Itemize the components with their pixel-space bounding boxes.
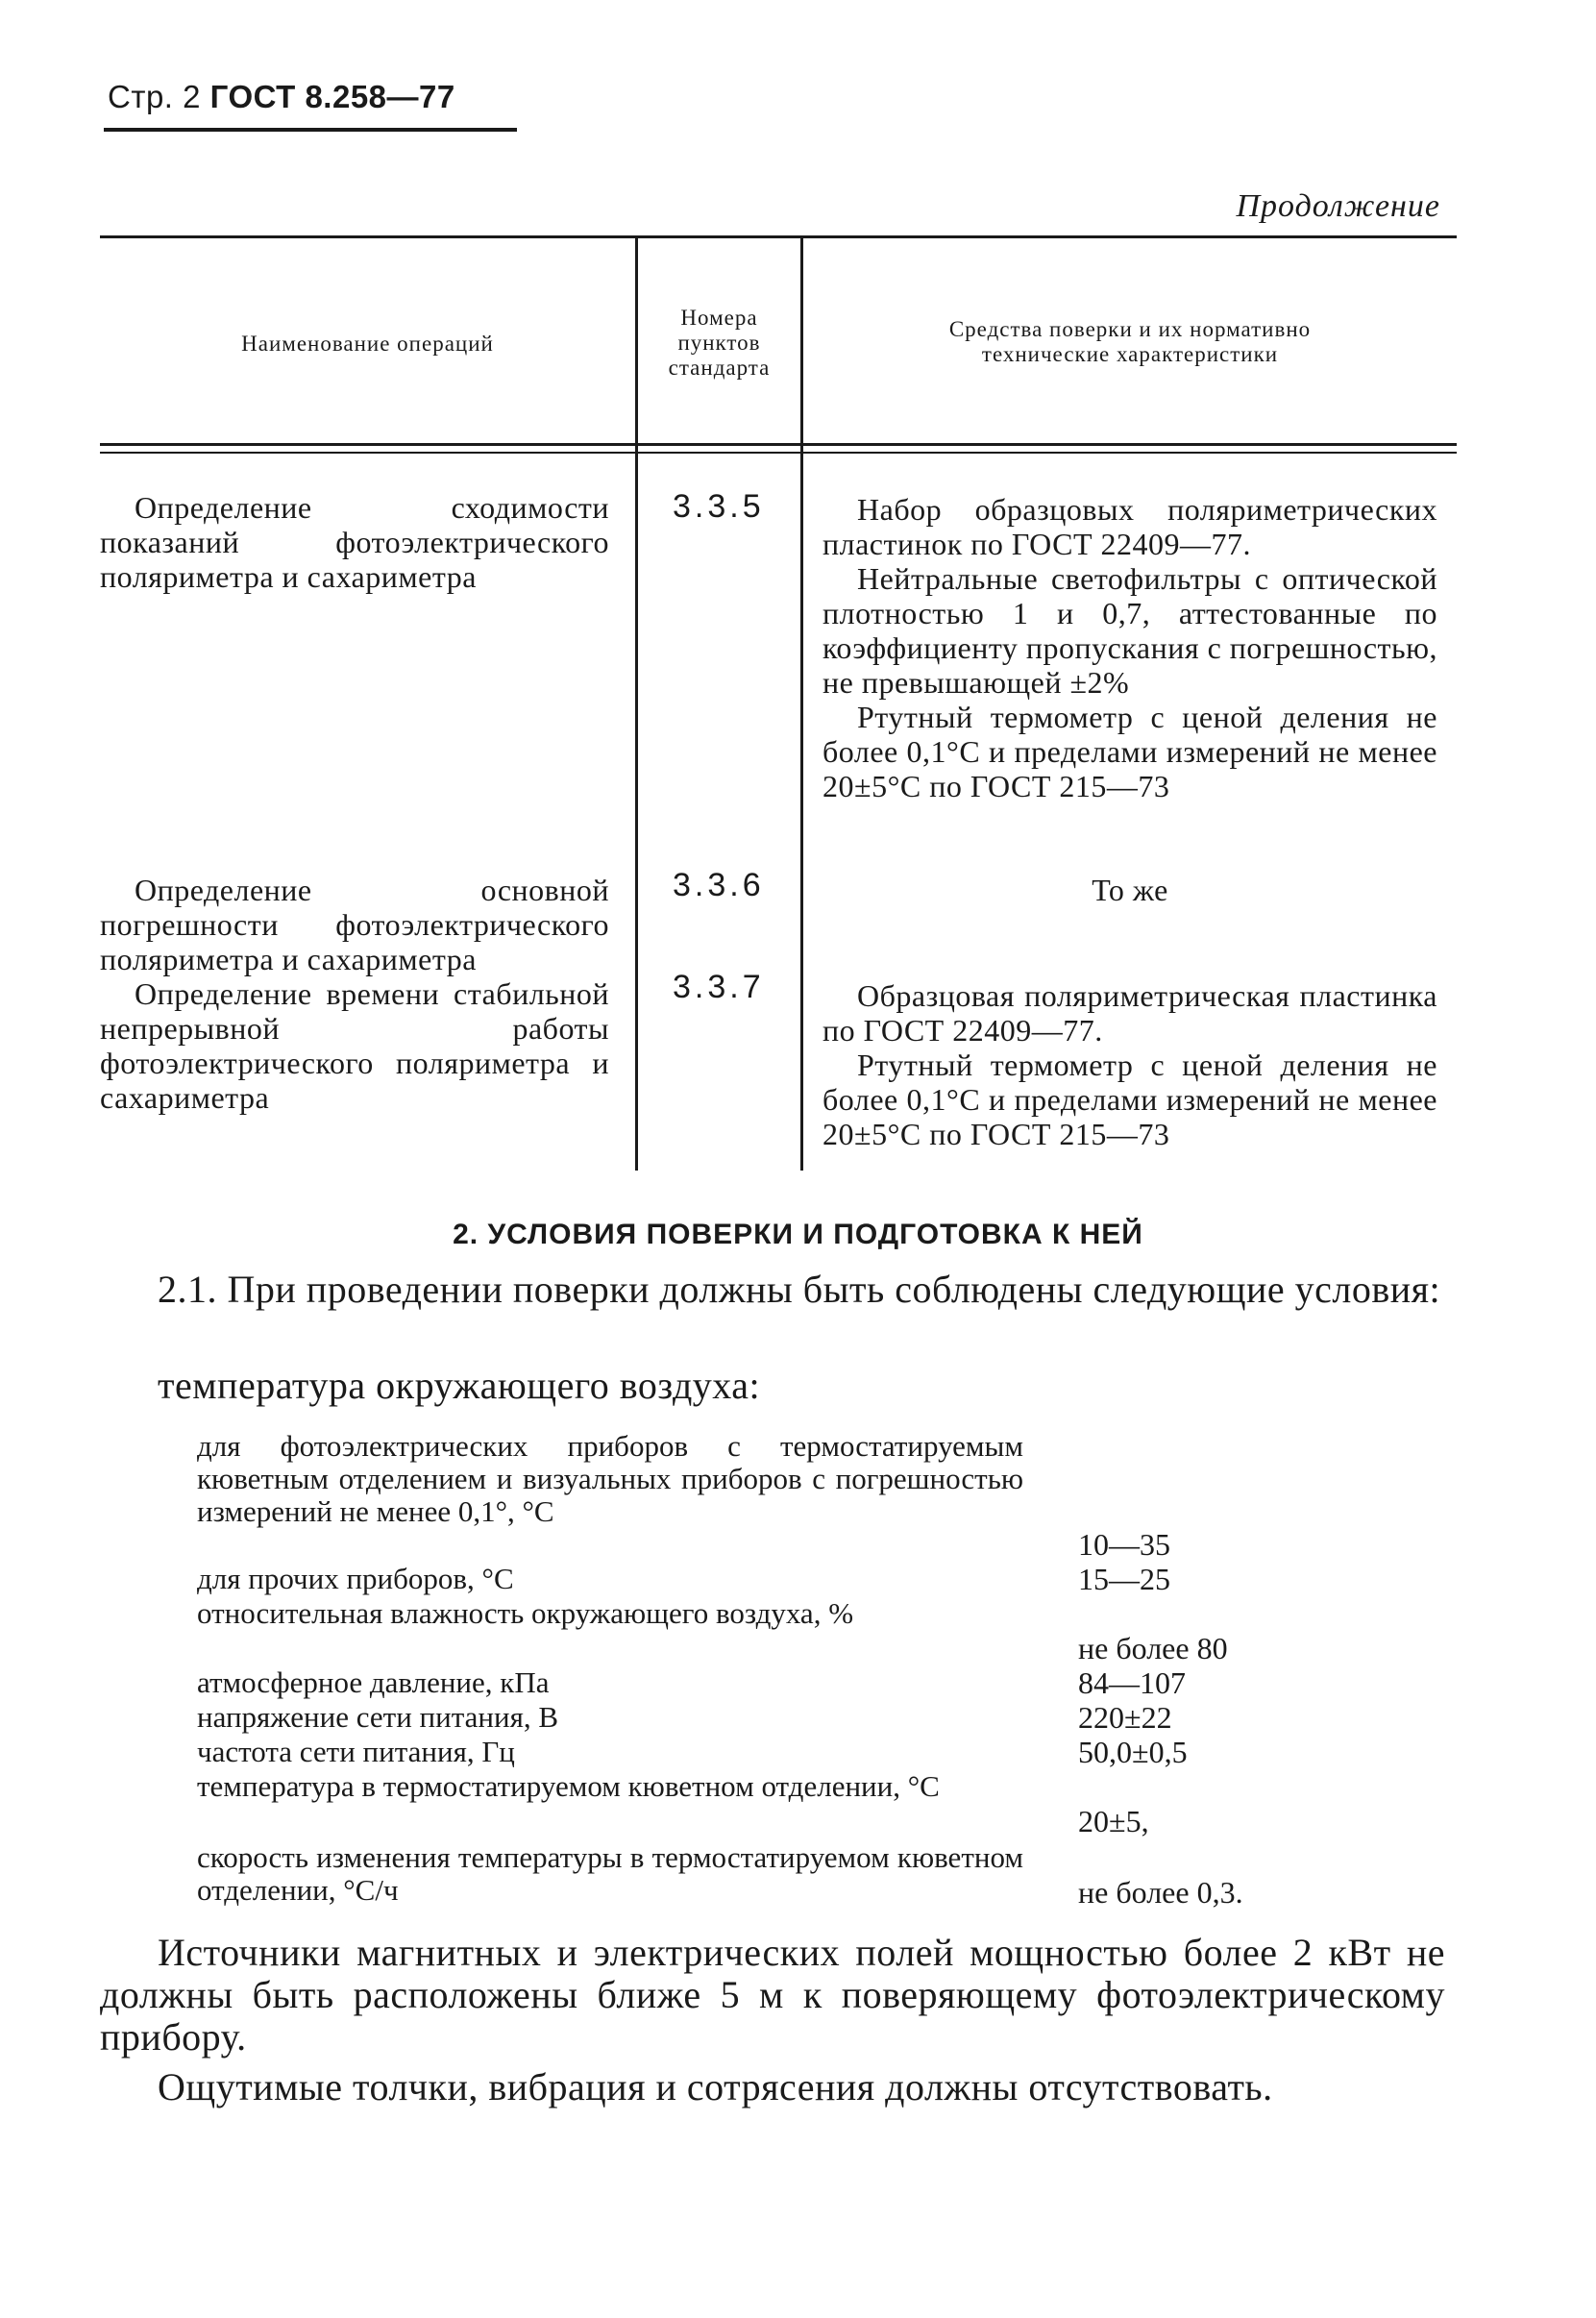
table-row-2-means: То же [1092,873,1168,907]
paragraph-vibration: Ощутимые толчки, вибрация и сотрясения должны отсутствовать. [158,2065,1273,2108]
condition-label: температура в термостатируемом кюветном отделении, °С [197,1769,940,1803]
means-item: Образцовая поляриметрическая пластинка по ГОСТ 22409—77. [823,978,1437,1048]
means-item: Ртутный термометр с ценой деления не более 0,1°С и пределами измерений не менее 20±5°С по ГОСТ 215—73 [823,1048,1437,1151]
means-item: Ртутный термометр с ценой деления не более 0,1°С и пределами измерений не менее 20±5°С по ГОСТ 215—73 [823,700,1437,803]
condition-value: 84—107 [1078,1665,1186,1700]
table-row-3-means [823,978,1437,1151]
table-row-1-clause: 3.3.5 [673,488,765,525]
column-header-means [803,317,1457,367]
standard-number: ГОСТ 8.258—77 [209,79,455,114]
condition-label: атмосферное давление, кПа [197,1665,550,1699]
table-row-1-means [823,492,1437,803]
condition-label: напряжение сети питания, В [197,1700,559,1734]
table-row-1-operation [100,490,609,594]
section-title: 2. УСЛОВИЯ ПОВЕРКИ И ПОДГОТОВКА К НЕЙ [453,1219,1143,1250]
header-underline [104,128,517,132]
table-row-3-operation [100,976,609,1115]
table-row-3-clause: 3.3.7 [673,969,765,1005]
means-item: Нейтральные светофильтры с оптической плотностью 1 и 0,7, аттестованные по коэффициенту пропускания с погрешностью, не превышающей ±2% [823,561,1437,700]
condition-label: скорость изменения температуры в термостатируемом кюветном отделении, °С/ч [197,1840,1023,1907]
condition-value: не более 0,3. [1078,1875,1243,1910]
condition-label: частота сети питания, Гц [197,1735,515,1768]
column-header-clause-line: Номера [680,306,758,330]
condition-value: 15—25 [1078,1562,1170,1596]
means-item: Набор образцовых поляриметрических пластинок по ГОСТ 22409—77. [823,492,1437,561]
page-label: Стр. 2 [108,79,201,114]
continuation-label: Продолжение [1236,188,1440,224]
section-intro: 2.1. При проведении поверки должны быть соблюдены следующие условия: [158,1268,1441,1311]
condition-value: 220±22 [1078,1700,1172,1735]
condition-value: 10—35 [1078,1527,1170,1562]
table-top-rule [100,235,1457,238]
table-header-rule [100,443,1457,446]
column-header-means-line: Средства поверки и их нормативно [948,317,1312,341]
temperature-heading: температура окружающего воздуха: [158,1364,761,1407]
column-header-clause [638,306,800,381]
paragraph-magnetic-fields: Источники магнитных и электрических полей мощностью более 2 кВт не должны быть расположены ближе 5 м к поверяющему фотоэлектрическому прибору. [100,1931,1445,2059]
condition-label: для фотоэлектрических приборов с термостатируемым кюветным отделением и визуальных приборов с погрешностью измерений не менее 0,1°, °С [197,1429,1023,1528]
condition-label: относительная влажность окружающего воздуха, % [197,1596,854,1630]
operation-text: Определение основной погрешности фотоэлектрического поляриметра и сахариметра [100,873,609,976]
column-header-clause-line: стандарта [668,356,771,380]
page-header [108,79,455,115]
condition-value: 20±5, [1078,1804,1149,1838]
condition-value: не более 80 [1078,1631,1228,1665]
column-header-operation: Наименование операций [241,332,494,356]
condition-label: для прочих приборов, °С [197,1562,514,1595]
table-row-2-operation [100,873,609,976]
operation-text: Определение сходимости показаний фотоэлектрического поляриметра и сахариметра [100,490,609,594]
table-col-divider-2 [800,238,803,1171]
column-header-clause-line: пунктов [677,331,761,355]
condition-value: 50,0±0,5 [1078,1735,1188,1769]
table-header-rule-2 [100,452,1457,454]
column-header-means-line: технические характеристики [981,342,1279,366]
operation-text: Определение времени стабильной непрерывной работы фотоэлектрического поляриметра и сахариметра [100,976,609,1115]
table-row-2-clause: 3.3.6 [673,867,765,903]
